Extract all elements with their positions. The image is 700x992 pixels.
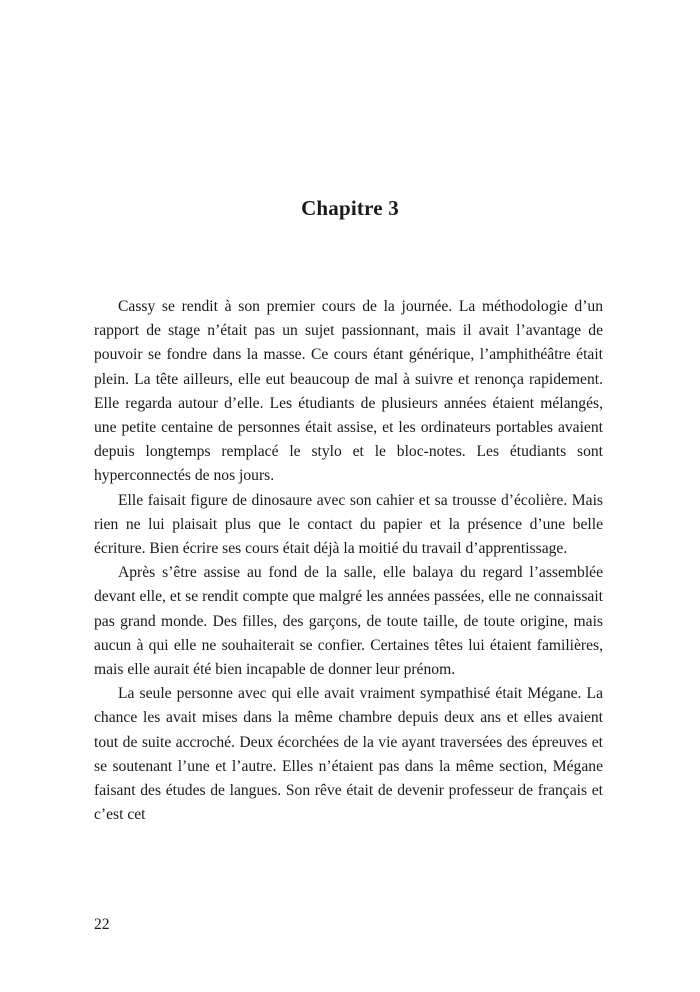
chapter-title: Chapitre 3 [301, 196, 399, 220]
paragraph-3: Après s’être assise au fond de la salle, elle balaya du regard l’assemblée devant elle, et se rendit compte que malgré les années passées, elle ne connaissait pas grand monde. Des filles, des garçons, de toute taille, de toute origine, mais aucun à qui elle ne souhaiterait se confier. Certaines têtes lui étaient familières, mais elle aurait été bien incapable de donner leur prénom. [94, 564, 603, 679]
chapter-body [94, 295, 603, 827]
page-number: 22 [94, 916, 110, 933]
paragraph-4: La seule personne avec qui elle avait vraiment sympathisé était Mégane. La chance les avait mises dans la même chambre depuis deux ans et elles avaient tout de suite accroché. Deux écorchées de la vie ayant traversées des épreuves et se soutenant l’une et l’autre. Elles n’étaient pas dans la même section, Mégane faisant des études de langues. Son rêve était de devenir professeur de français et c’est cet [94, 685, 603, 824]
paragraph-1: Cassy se rendit à son premier cours de la journée. La méthodologie d’un rapport de stage n’était pas un sujet passionnant, mais il avait l’avantage de pouvoir se fondre dans la masse. Ce cours étant générique, l’amphithéâtre était plein. La tête ailleurs, elle eut beaucoup de mal à suivre et renonça rapidement. Elle regarda autour d’elle. Les étudiants de plusieurs années étaient mélangés, une petite centaine de personnes était assise, et les ordinateurs portables avaient depuis longtemps remplacé le stylo et le bloc-notes. Les étudiants sont hyperconnectés de nos jours. [94, 298, 603, 485]
paragraph-2: Elle faisait figure de dinosaure avec son cahier et sa trousse d’écolière. Mais rien ne lui plaisait plus que le contact du papier et la présence d’une belle écriture. Bien écrire ses cours était déjà la moitié du travail d’apprentissage. [94, 491, 603, 558]
